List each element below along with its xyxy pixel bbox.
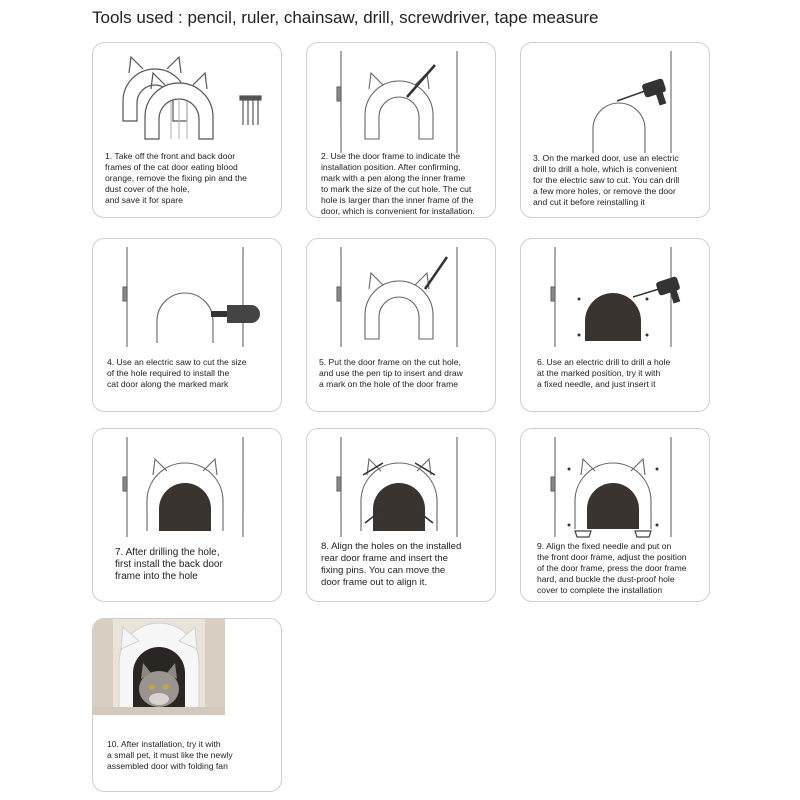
step-caption-9: 9. Align the fixed needle and put on the front door frame, adjust the position of the door frame, press the door frame hard, and buckle the dust-proof hole cover to complete the installation (537, 541, 687, 595)
step-caption-6: 6. Use an electric drill to drill a hole at the marked position, try it with a fixed needle, and just insert it (537, 357, 671, 389)
step-card-2 (306, 42, 496, 218)
step-caption-5: 5. Put the door frame on the cut hole, and use the pen tip to insert and draw a mark on the hole of the door frame (319, 357, 463, 389)
step-caption-10: 10. After installation, try it with a small pet, it must like the newly assembled door with folding fan (107, 739, 233, 771)
step-card-9 (520, 428, 710, 602)
frames-illustration (93, 43, 281, 153)
step-card-10 (92, 618, 282, 792)
step-caption-1: 1. Take off the front and back door frames of the cat door eating blood orange, remove the fixing pin and the dust cover of the hole, and save it for spare (105, 151, 247, 205)
step-card-8 (306, 428, 496, 602)
step-card-3 (520, 42, 710, 218)
insert-pins-illustration (307, 429, 495, 539)
step-caption-3: 3. On the marked door, use an electric drill to drill a hole, which is convenient for the electric saw to cut. You can drill a few more holes, or remove the door and cut it before reinstalling it (533, 153, 680, 207)
step-caption-8: 8. Align the holes on the installed rear door frame and insert the fixing pins. You can move the door frame out to align it. (321, 541, 462, 588)
step-card-4 (92, 238, 282, 412)
step-card-7 (92, 428, 282, 602)
drill-pins-illustration (521, 239, 709, 349)
step-card-1 (92, 42, 282, 218)
step-caption-4: 4. Use an electric saw to cut the size of the hole required to install the cat door along the marked mark (107, 357, 247, 389)
saw-cut-illustration (93, 239, 281, 349)
cat-photo (93, 619, 225, 715)
step-card-5 (306, 238, 496, 412)
mark-frame-illustration (307, 43, 495, 155)
step-caption-7: 7. After drilling the hole, first install the back door frame into the hole (115, 547, 223, 582)
page-title: Tools used : pencil, ruler, chainsaw, drill, screwdriver, tape measure (92, 8, 599, 27)
mark-holes-illustration (307, 239, 495, 349)
install-front-frame-illustration (521, 429, 709, 539)
install-back-frame-illustration (93, 429, 281, 539)
drill-hole-illustration (521, 43, 709, 155)
step-card-6 (520, 238, 710, 412)
step-caption-2: 2. Use the door frame to indicate the installation position. After confirming, mark with a pen along the inner frame to mark the size of the cut hole. The cut hole is larger than the inner frame of the door, which is convenient for installation. (321, 151, 475, 216)
